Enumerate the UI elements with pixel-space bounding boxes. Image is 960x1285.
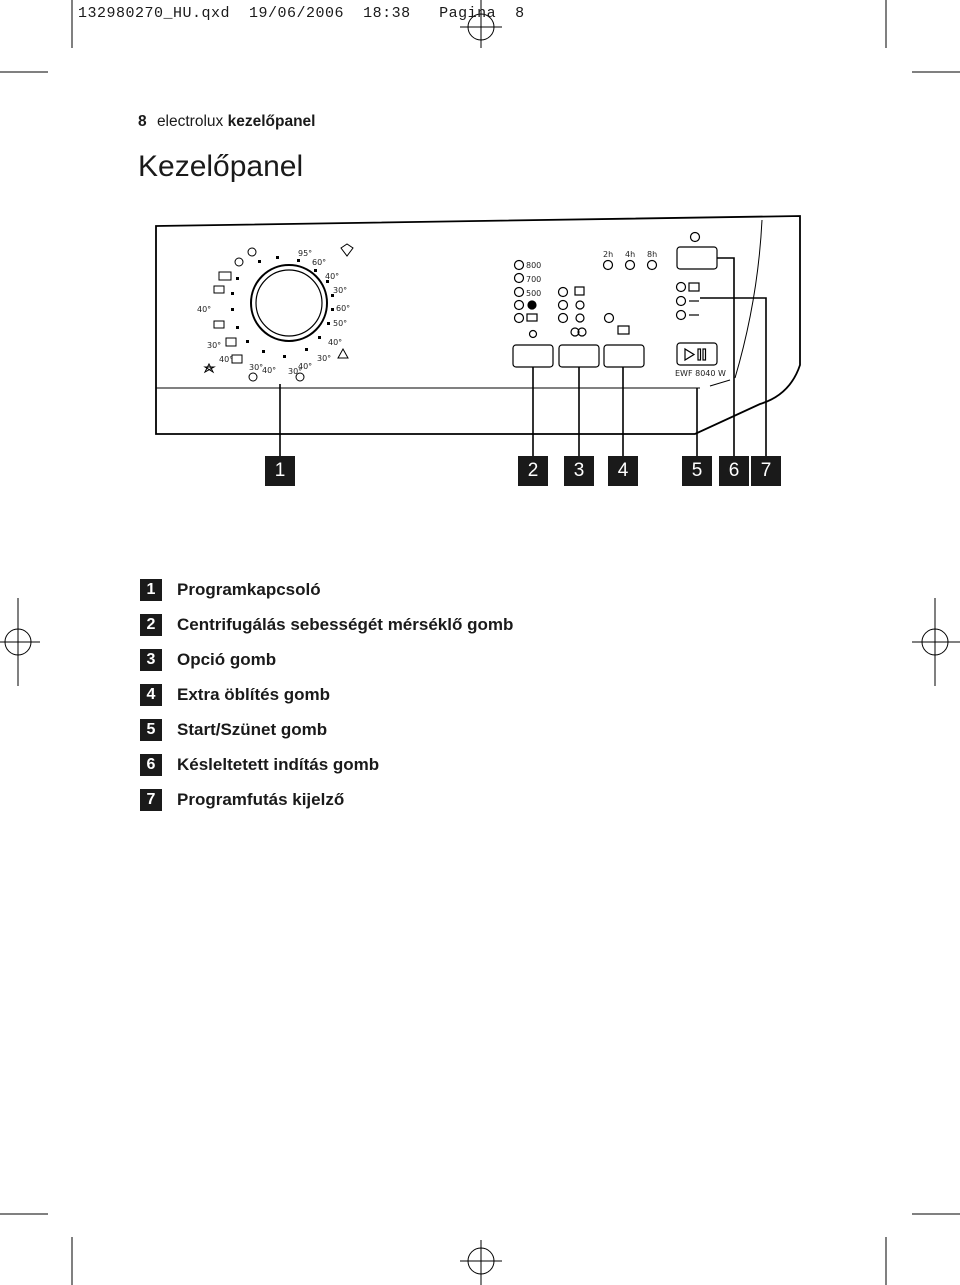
wool-icon	[214, 321, 224, 328]
dial-temperature-label: 30°	[207, 341, 222, 350]
legend-label: Opció gomb	[177, 649, 277, 669]
legend-item	[140, 677, 513, 712]
legend-item	[140, 782, 513, 817]
callout-7: 7	[751, 456, 781, 486]
section-name: kezelőpanel	[227, 113, 316, 130]
dial-temperature-label: 50°	[333, 319, 348, 328]
legend-label: Centrifugálás sebességét mérséklő gomb	[177, 614, 514, 634]
legend-label: Programfutás kijelző	[177, 789, 345, 809]
start-pause-button[interactable]	[677, 343, 717, 365]
dial-temperature-label: 40°	[262, 366, 277, 375]
handwash-icon	[226, 338, 236, 346]
legend-number: 6	[140, 754, 162, 776]
dial-temperature-label: 30°	[333, 286, 348, 295]
jeans-icon	[249, 373, 257, 381]
dial-temperature-label: 40°	[325, 272, 340, 281]
rinse-icon	[219, 272, 231, 280]
page-title: Kezelőpanel	[138, 150, 304, 183]
dial-temperature-label: 30°	[249, 363, 264, 372]
legend-number: 4	[140, 684, 162, 706]
spin-speed-label: 700	[526, 275, 542, 284]
slug-page-number: 8	[515, 5, 525, 22]
legend-label: Késleltetett indítás gomb	[177, 754, 380, 774]
print-slug	[78, 5, 525, 22]
dial-temperature-label: 30°	[288, 367, 303, 376]
legend-number: 5	[140, 719, 162, 741]
slug-filename: 132980270_HU.qxd	[78, 5, 231, 22]
synthetics-icon	[338, 349, 348, 358]
dial-temperature-label: 40°	[298, 362, 313, 371]
delay-hour-label: 4h	[625, 250, 636, 259]
option-button[interactable]	[559, 345, 599, 367]
spin-button[interactable]	[513, 345, 553, 367]
legend-item	[140, 642, 513, 677]
delay-hour-label: 8h	[647, 250, 658, 259]
dial-temperature-label: 60°	[336, 304, 351, 313]
slug-date: 19/06/2006	[249, 5, 345, 22]
legend-number: 1	[140, 579, 162, 601]
dial-temperature-label: 40°	[197, 305, 212, 314]
dial-temperature-label: 95°	[298, 249, 313, 258]
extra-rinse-button[interactable]	[604, 345, 644, 367]
legend-label: Extra öblítés gomb	[177, 684, 331, 704]
brand-name: electrolux	[156, 113, 224, 130]
slug-page-word: Pagina	[439, 5, 497, 22]
legend-item	[140, 607, 513, 642]
legend-list	[140, 572, 513, 817]
legend-item	[140, 572, 513, 607]
delay-hour-label: 2h	[603, 250, 614, 259]
easy-iron-icon	[205, 364, 214, 372]
legend-number: 3	[140, 649, 162, 671]
silk-icon	[232, 355, 242, 363]
spin-icon	[248, 248, 256, 256]
page-number: 8	[138, 113, 147, 130]
legend-item	[140, 747, 513, 782]
callout-4: 4	[608, 456, 638, 486]
dial-temperature-label: 40°	[328, 338, 343, 347]
soak-icon	[214, 286, 224, 293]
drain-icon	[235, 258, 243, 266]
spin-speed-label: 500	[526, 289, 542, 298]
delay-start-button[interactable]	[677, 247, 717, 269]
dial-temperature-label: 40°	[219, 355, 234, 364]
callout-1: 1	[265, 456, 295, 486]
dial-temperature-label: 60°	[312, 258, 327, 267]
legend-label: Start/Szünet gomb	[177, 719, 328, 739]
cotton-icon	[341, 244, 353, 256]
legend-label: Programkapcsoló	[177, 579, 321, 599]
slug-time: 18:38	[363, 5, 411, 22]
callout-2: 2	[518, 456, 548, 486]
program-dial[interactable]	[251, 265, 327, 341]
callout-6: 6	[719, 456, 749, 486]
dial-temperature-label: 30°	[317, 354, 332, 363]
callout-5: 5	[682, 456, 712, 486]
legend-item	[140, 712, 513, 747]
callout-3: 3	[564, 456, 594, 486]
legend-number: 2	[140, 614, 162, 636]
running-head	[138, 113, 315, 131]
model-label: EWF 8040 W	[675, 369, 726, 378]
legend-number: 7	[140, 789, 162, 811]
spin-speed-label: 800	[526, 261, 542, 270]
